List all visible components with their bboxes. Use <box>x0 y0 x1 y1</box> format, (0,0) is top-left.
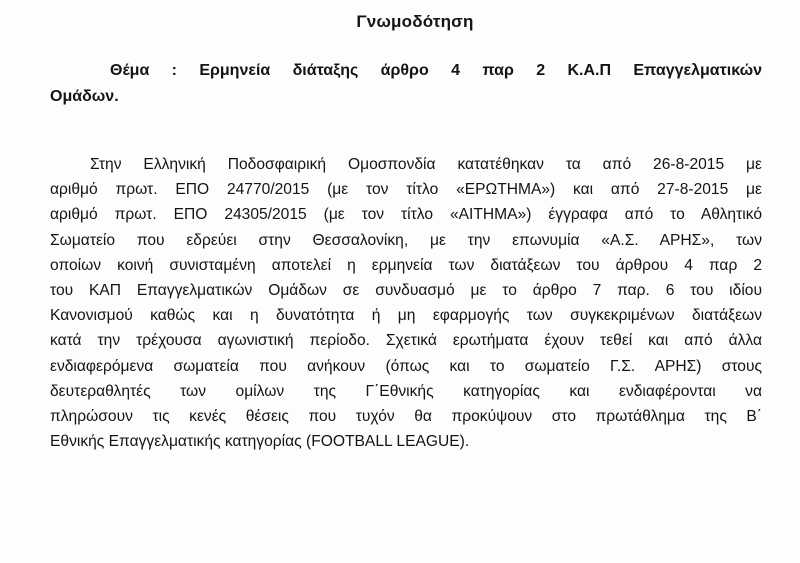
paragraph-line: του ΚΑΠ Επαγγελματικών Ομάδων σε συνδυασμό με το άρθρο 7 παρ. 6 του ιδίου <box>50 281 762 299</box>
body-paragraph <box>50 152 762 454</box>
paragraph-line: Σωματείο που εδρεύει στην Θεσσαλονίκη, με την επωνυμία «Α.Σ. ΑΡΗΣ», των <box>50 231 762 249</box>
paragraph-line: Στην Ελληνική Ποδοσφαιρική Ομοσπονδία κατατέθηκαν τα από 26-8-2015 με <box>90 156 762 173</box>
document-title: Γνωμοδότηση <box>356 12 474 31</box>
subject-line: Θέμα : Ερμηνεία διάταξης άρθρο 4 παρ 2 Κ.Α.Π Επαγγελματικών <box>110 62 762 79</box>
paragraph-line: Κανονισμού καθώς και η δυνατότητα ή μη εφαρμογής των συγκεκριμένων διατάξεων <box>50 307 762 325</box>
subject-line-continued: Ομάδων. <box>50 88 119 105</box>
paragraph-line: ενδιαφερόμενα σωματεία που ανήκουν (όπως και το σωματείο Γ.Σ. ΑΡΗΣ) στους <box>50 357 762 375</box>
paragraph-line: δευτεραθλητές των ομίλων της Γ΄Εθνικής κατηγορίας και ενδιαφέρονται να <box>50 382 762 400</box>
paragraph-line: οποίων κοινή συνισταμένη αποτελεί η ερμηνεία των διατάξεων του άρθρου 4 παρ 2 <box>50 256 762 274</box>
paragraph-line: Εθνικής Επαγγελματικής κατηγορίας (FOOTBALL LEAGUE). <box>50 433 470 451</box>
paragraph-line: κατά την τρέχουσα αγωνιστική περίοδο. Σχετικά ερωτήματα έχουν τεθεί και από άλλα <box>50 332 762 350</box>
paragraph-line: πληρώσουν τις κενές θέσεις που τυχόν θα προκύψουν στο πρωτάθλημα της Β΄ <box>50 407 762 425</box>
paragraph-line: αριθμό πρωτ. ΕΠΟ 24305/2015 (με τον τίτλο «ΑΙΤΗΜΑ») έγγραφα από το Αθλητικό <box>50 206 762 224</box>
paragraph-line: αριθμό πρωτ. ΕΠΟ 24770/2015 (με τον τίτλο «ΕΡΩΤΗΜΑ») και από 27-8-2015 με <box>50 181 762 199</box>
